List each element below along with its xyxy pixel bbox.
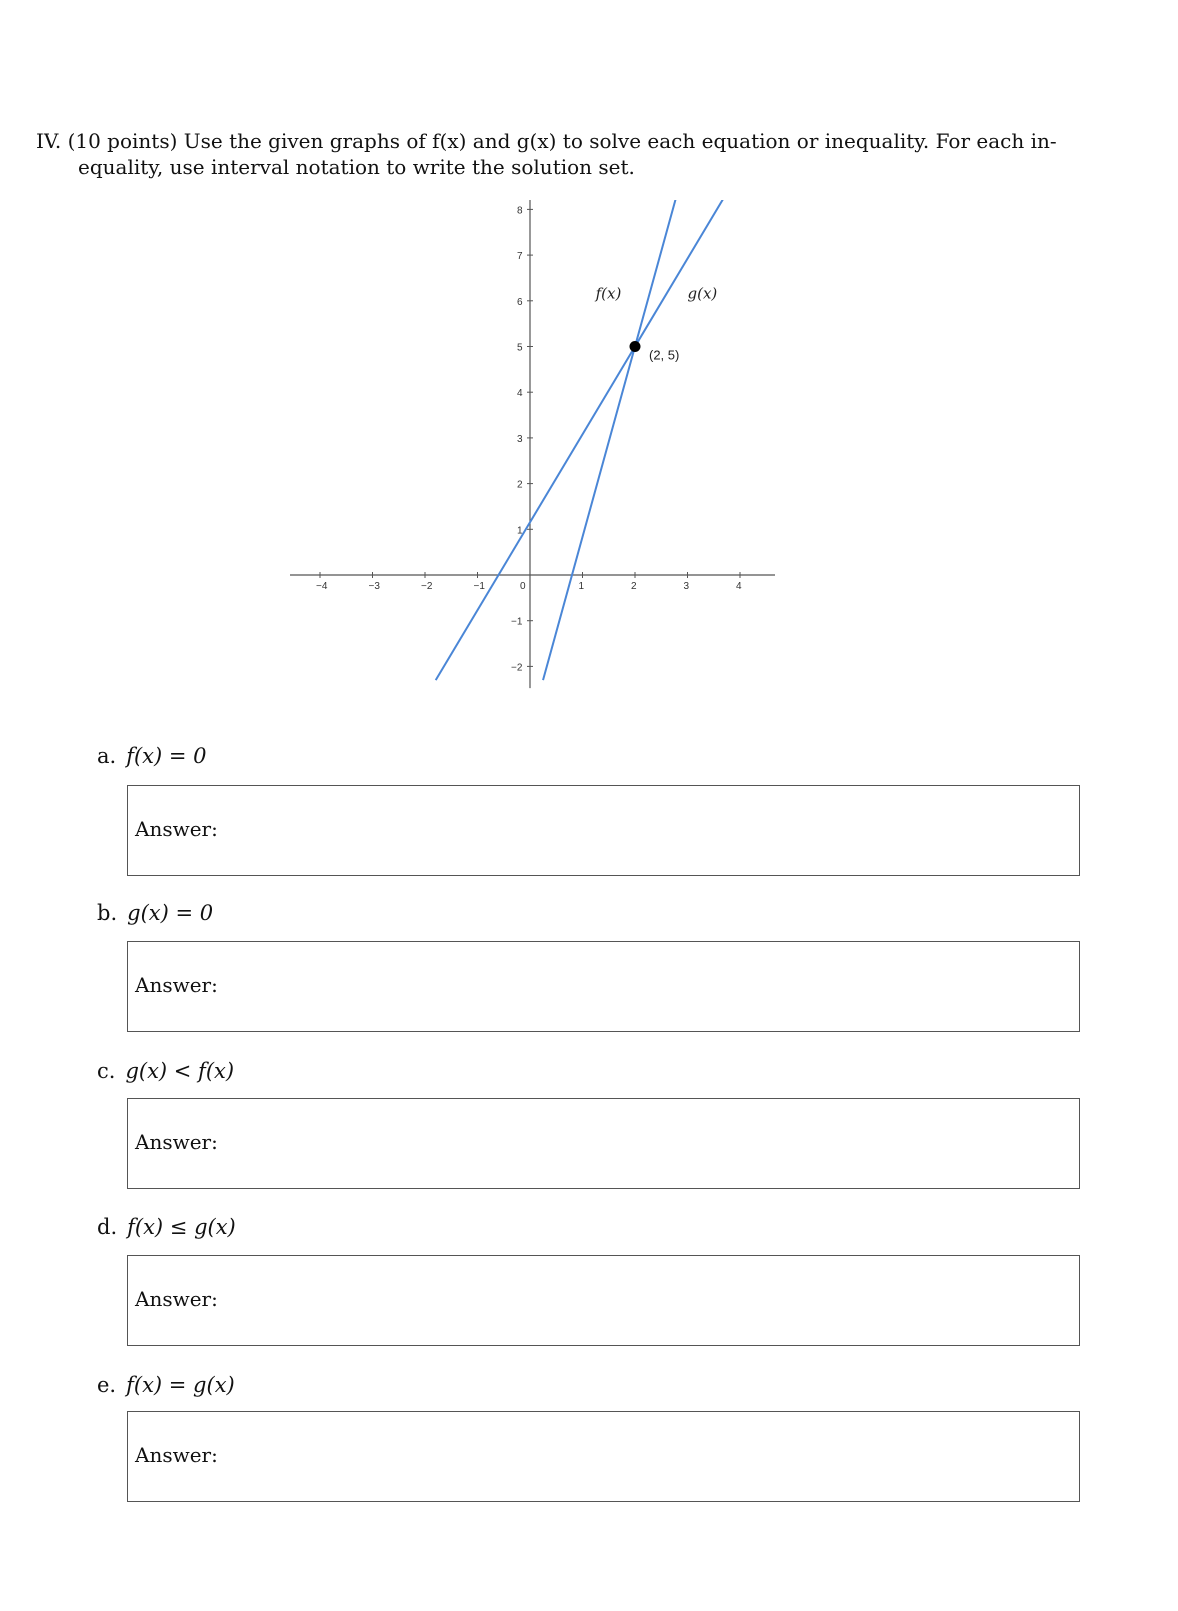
f-line xyxy=(543,200,680,680)
answer-label-a: Answer: xyxy=(135,817,218,841)
part-c-letter: c. xyxy=(97,1059,116,1083)
part-e-statement: f(x) = g(x) xyxy=(126,1373,235,1397)
x-tick-label: 3 xyxy=(683,581,690,592)
x-tick-label: 2 xyxy=(631,581,637,592)
problem-line-2: equality, use interval notation to write the solution set. xyxy=(78,155,635,179)
x-tick-label: 1 xyxy=(578,581,585,592)
part-d-label xyxy=(97,1215,236,1239)
answer-label-c: Answer: xyxy=(135,1130,218,1154)
part-a-label xyxy=(97,744,207,768)
y-tick-label: 8 xyxy=(517,205,523,217)
g-label: g(x) xyxy=(687,284,718,303)
y-tick-label: −2 xyxy=(511,662,523,674)
y-tick-label: 7 xyxy=(517,251,523,263)
x-tick-label: −4 xyxy=(316,581,328,592)
answer-box-e[interactable] xyxy=(127,1411,1080,1502)
x-tick-label: −1 xyxy=(473,581,485,592)
x-tick-label: −3 xyxy=(368,581,380,592)
y-tick-label: 6 xyxy=(517,296,523,308)
part-e-letter: e. xyxy=(97,1373,117,1397)
f-label: f(x) xyxy=(595,284,622,303)
function-graph xyxy=(290,200,810,720)
g-line xyxy=(436,200,725,680)
problem-line-1: IV. (10 points) Use the given graphs of f(x) and g(x) to solve each equation or inequality. For each in- xyxy=(36,129,1057,153)
part-d-letter: d. xyxy=(97,1215,118,1239)
y-tick-label: 4 xyxy=(517,388,523,400)
part-b-letter: b. xyxy=(97,901,118,925)
y-tick-label: 3 xyxy=(517,433,523,445)
answer-label-d: Answer: xyxy=(135,1287,218,1311)
answer-label-b: Answer: xyxy=(135,973,218,997)
answer-box-d[interactable] xyxy=(127,1255,1080,1346)
part-c-statement: g(x) < f(x) xyxy=(125,1059,235,1083)
y-tick-label: 5 xyxy=(517,342,523,354)
answer-box-c[interactable] xyxy=(127,1098,1080,1189)
y-tick-label: −1 xyxy=(511,616,523,628)
part-c-label xyxy=(97,1059,234,1083)
intersection-label: (2, 5) xyxy=(649,347,680,363)
x-tick-label: −2 xyxy=(421,581,433,592)
intersection-point xyxy=(630,341,641,352)
answer-box-b[interactable] xyxy=(127,941,1080,1032)
x-tick-label: 0 xyxy=(520,581,526,592)
part-b-label xyxy=(97,901,213,925)
y-tick-label: 2 xyxy=(517,479,523,491)
part-b-statement: g(x) = 0 xyxy=(127,901,214,925)
part-d-statement: f(x) ≤ g(x) xyxy=(127,1215,236,1239)
part-e-label xyxy=(97,1373,235,1397)
y-tick-label: 1 xyxy=(517,525,523,537)
part-a-letter: a. xyxy=(97,744,117,768)
problem-statement xyxy=(36,128,1116,180)
part-a-statement: f(x) = 0 xyxy=(126,744,207,768)
answer-label-e: Answer: xyxy=(135,1443,218,1467)
x-tick-label: 4 xyxy=(736,581,742,592)
answer-box-a[interactable] xyxy=(127,785,1080,876)
